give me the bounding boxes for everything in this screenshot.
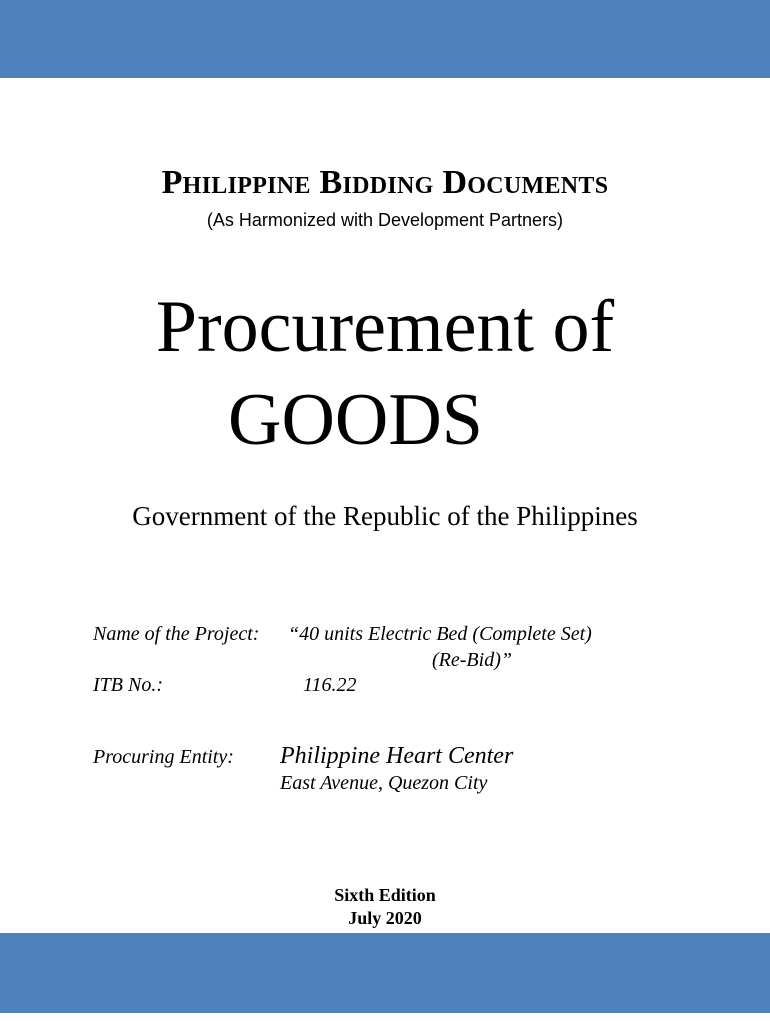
top-color-band xyxy=(0,0,770,78)
main-title-line1: Procurement of xyxy=(155,286,615,368)
bottom-color-band xyxy=(0,933,770,1013)
government-line: Government of the Republic of the Philippines xyxy=(132,501,638,531)
series-subtitle: (As Harmonized with Development Partners) xyxy=(206,210,564,230)
itb-number-label: ITB No.: xyxy=(93,674,163,696)
main-title-line2: GOODS xyxy=(228,379,483,461)
project-name-value-line2: (Re-Bid)” xyxy=(432,649,512,671)
procuring-entity-name: Philippine Heart Center xyxy=(280,743,514,769)
edition-date: July 2020 xyxy=(348,908,422,928)
itb-number-value: 116.22 xyxy=(303,674,357,696)
project-name-value-line1: “40 units Electric Bed (Complete Set) xyxy=(288,623,592,645)
procuring-entity-address: East Avenue, Quezon City xyxy=(280,772,488,794)
project-name-label: Name of the Project: xyxy=(93,623,260,645)
edition-label: Sixth Edition xyxy=(334,885,436,905)
series-title: Philippine Bidding Documents xyxy=(161,164,609,201)
procuring-entity-label: Procuring Entity: xyxy=(93,746,234,768)
